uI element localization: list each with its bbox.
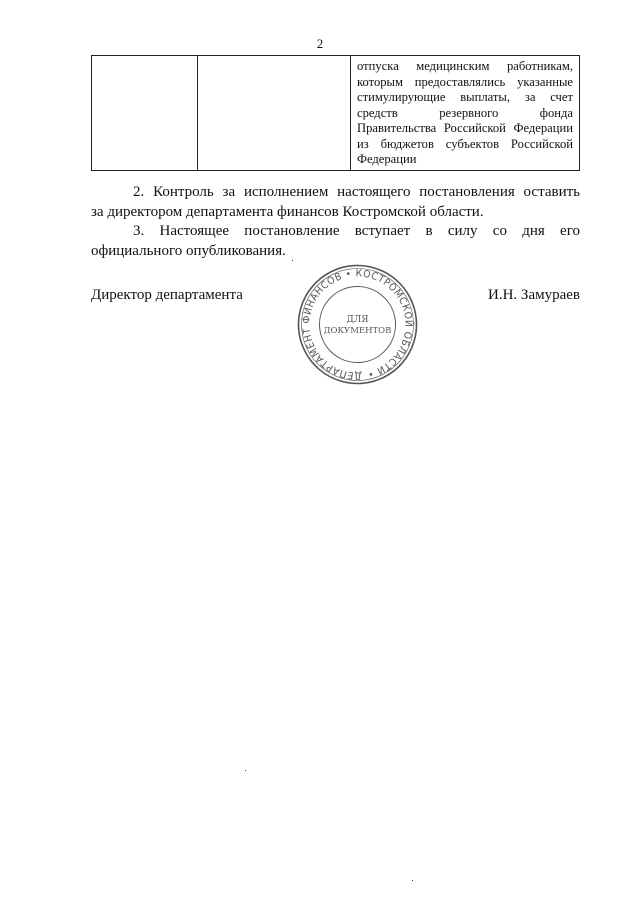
scan-speck — [245, 770, 246, 771]
cell-text-line: отпуска медицинским работникам, — [357, 59, 573, 73]
table-cell-empty-1 — [92, 56, 198, 171]
paragraph-effective-date — [91, 221, 580, 261]
table-row — [92, 56, 580, 171]
cell-text-line: средств резервного фонда — [357, 105, 573, 120]
signatory-name: И.Н. Замураев — [488, 287, 580, 303]
paragraph-line: за директором департамента финансов Костромской области. — [91, 204, 484, 220]
cell-text-line: которым предоставлялись указанные — [357, 74, 573, 89]
page-number: 2 — [316, 36, 324, 51]
official-seal — [295, 262, 420, 387]
cell-text-line: Федерации — [357, 152, 417, 166]
table-cell-empty-2 — [198, 56, 351, 171]
paragraph-line: официального опубликования. — [91, 243, 286, 259]
seal-ring-text: ДЕПАРТАМЕНТ ФИНАНСОВ • КОСТРОМСКОЙ ОБЛАСТИ • — [301, 268, 414, 381]
paragraph-line: 3. Настоящее постановление вступает в силу со дня его — [133, 223, 580, 239]
table-cell-description — [351, 56, 580, 171]
signatory-position: Директор департамента — [91, 287, 243, 303]
paragraph-line: 2. Контроль за исполнением настоящего постановления оставить — [133, 184, 580, 200]
paragraph-control — [91, 182, 580, 222]
seal-center-line1: ДЛЯ — [346, 315, 369, 325]
cell-text-line: Правительства Российской Федерации — [357, 121, 573, 135]
scan-speck — [292, 260, 293, 261]
continuation-table — [91, 55, 580, 171]
scan-speck — [412, 880, 413, 881]
cell-text-line: из бюджетов субъектов Российской — [357, 136, 573, 151]
cell-text-line: стимулирующие выплаты, за счет — [357, 90, 573, 104]
seal-center-line2: ДОКУМЕНТОВ — [323, 326, 392, 336]
